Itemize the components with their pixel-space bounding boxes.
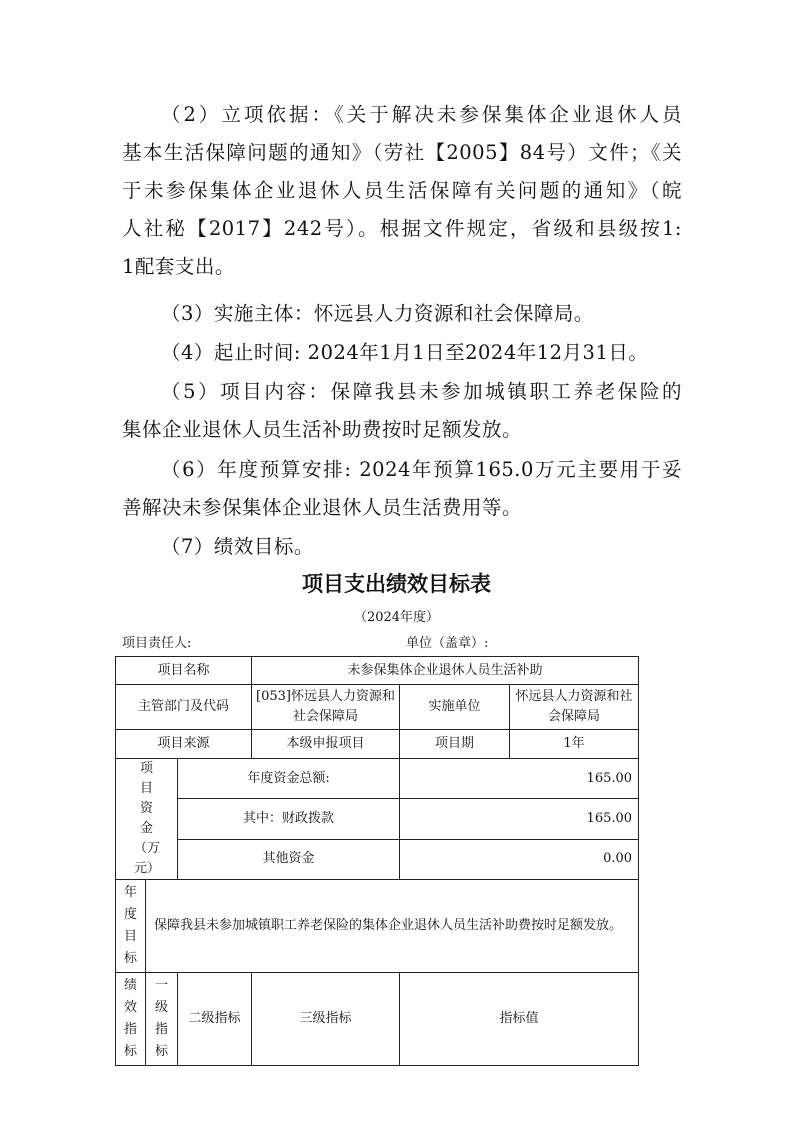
project-name-label: 项目名称: [116, 657, 252, 685]
annual-goal-char: 标: [123, 951, 137, 966]
indicator-value-header: 指标值: [400, 973, 639, 1066]
perf-indicator-label: [116, 973, 146, 1066]
fund-fiscal-value: 165.00: [400, 799, 639, 839]
unit-seal-label: 单位（盖章）:: [406, 636, 489, 651]
paragraph-goal: （7）绩效目标。: [161, 535, 314, 558]
impl-unit-value: 怀远县人力资源和社会保障局: [510, 685, 639, 730]
level1-char: 标: [154, 1044, 168, 1059]
annual-goal-char: 目: [123, 929, 137, 944]
table-row: [116, 839, 639, 879]
owner-label: 项目责任人:: [122, 636, 192, 651]
project-name-value: 未参保集体企业退休人员生活补助: [252, 657, 639, 685]
level1-indicator-header: [146, 973, 178, 1066]
annual-goal-char: 年: [123, 885, 137, 900]
dept-label: 主管部门及代码: [116, 685, 252, 730]
perf-indicator-char: 效: [123, 1000, 137, 1015]
table-row: [116, 973, 639, 1066]
table-row: [116, 799, 639, 839]
paragraph-content-line1: （5）项目内容：保障我县未参加城镇职工养老保险的: [161, 380, 682, 403]
level1-char: 级: [154, 1000, 168, 1015]
annual-goal-text: 保障我县未参加城镇职工养老保险的集体企业退休人员生活补助费按时足额发放。: [146, 880, 639, 973]
fund-other-label: 其他资金: [178, 839, 400, 879]
perf-indicator-char: 标: [123, 1044, 137, 1059]
level1-char: 一: [154, 978, 168, 993]
paragraph-basis-line1: （2）立项依据：《关于解决未参保集体企业退休人员: [161, 103, 682, 126]
level1-char: 指: [154, 1022, 168, 1037]
fund-total-value: 165.00: [400, 759, 639, 799]
paragraph-implementer: （3）实施主体：怀远县人力资源和社会保障局。: [161, 302, 594, 325]
performance-target-table: [115, 656, 639, 1066]
annual-goal-label: [116, 880, 146, 973]
paragraph-budget-line2: 善解决未参保集体企业退休人员生活费用等。: [122, 496, 523, 519]
fund-total-label: 年度资金总额:: [178, 759, 400, 799]
table-title: 项目支出绩效目标表: [302, 572, 491, 596]
fund-fiscal-label: 其中：财政拨款: [178, 799, 400, 839]
perf-indicator-char: 指: [123, 1022, 137, 1037]
period-value: 1年: [510, 730, 639, 759]
level2-indicator-header: 二级指标: [178, 973, 252, 1066]
fund-label: 项目资金（万元）: [116, 759, 178, 880]
table-row: [116, 685, 639, 730]
annual-goal-char: 度: [123, 907, 137, 922]
period-label: 项目期: [400, 730, 510, 759]
paragraph-basis-line2: 基本生活保障问题的通知》（劳社【2005】84号）文件；《关: [122, 141, 682, 164]
paragraph-budget-line1: （6）年度预算安排: 2024年预算165.0万元主要用于妥: [161, 458, 682, 481]
source-value: 本级申报项目: [252, 730, 400, 759]
level3-indicator-header: 三级指标: [252, 973, 400, 1066]
paragraph-basis-line5: 1配套支出。: [122, 255, 235, 278]
table-row: [116, 759, 639, 799]
perf-indicator-char: 绩: [123, 978, 137, 993]
impl-unit-label: 实施单位: [400, 685, 510, 730]
table-year: （2024年度）: [353, 610, 440, 625]
dept-value: [053]怀远县人力资源和社会保障局: [252, 685, 400, 730]
paragraph-basis-line3: 于未参保集体企业退休人员生活保障有关问题的通知》（皖: [122, 179, 682, 202]
paragraph-period: （4）起止时间: 2024年1月1日至2024年12月31日。: [161, 341, 649, 364]
fund-other-value: 0.00: [400, 839, 639, 879]
table-row: [116, 730, 639, 759]
paragraph-content-line2: 集体企业退休人员生活补助费按时足额发放。: [122, 418, 523, 441]
paragraph-basis-line4: 人社秘【2017】242号）。根据文件规定，省级和县级按1:: [122, 217, 682, 240]
table-row: [116, 880, 639, 973]
table-row: [116, 657, 639, 685]
source-label: 项目来源: [116, 730, 252, 759]
